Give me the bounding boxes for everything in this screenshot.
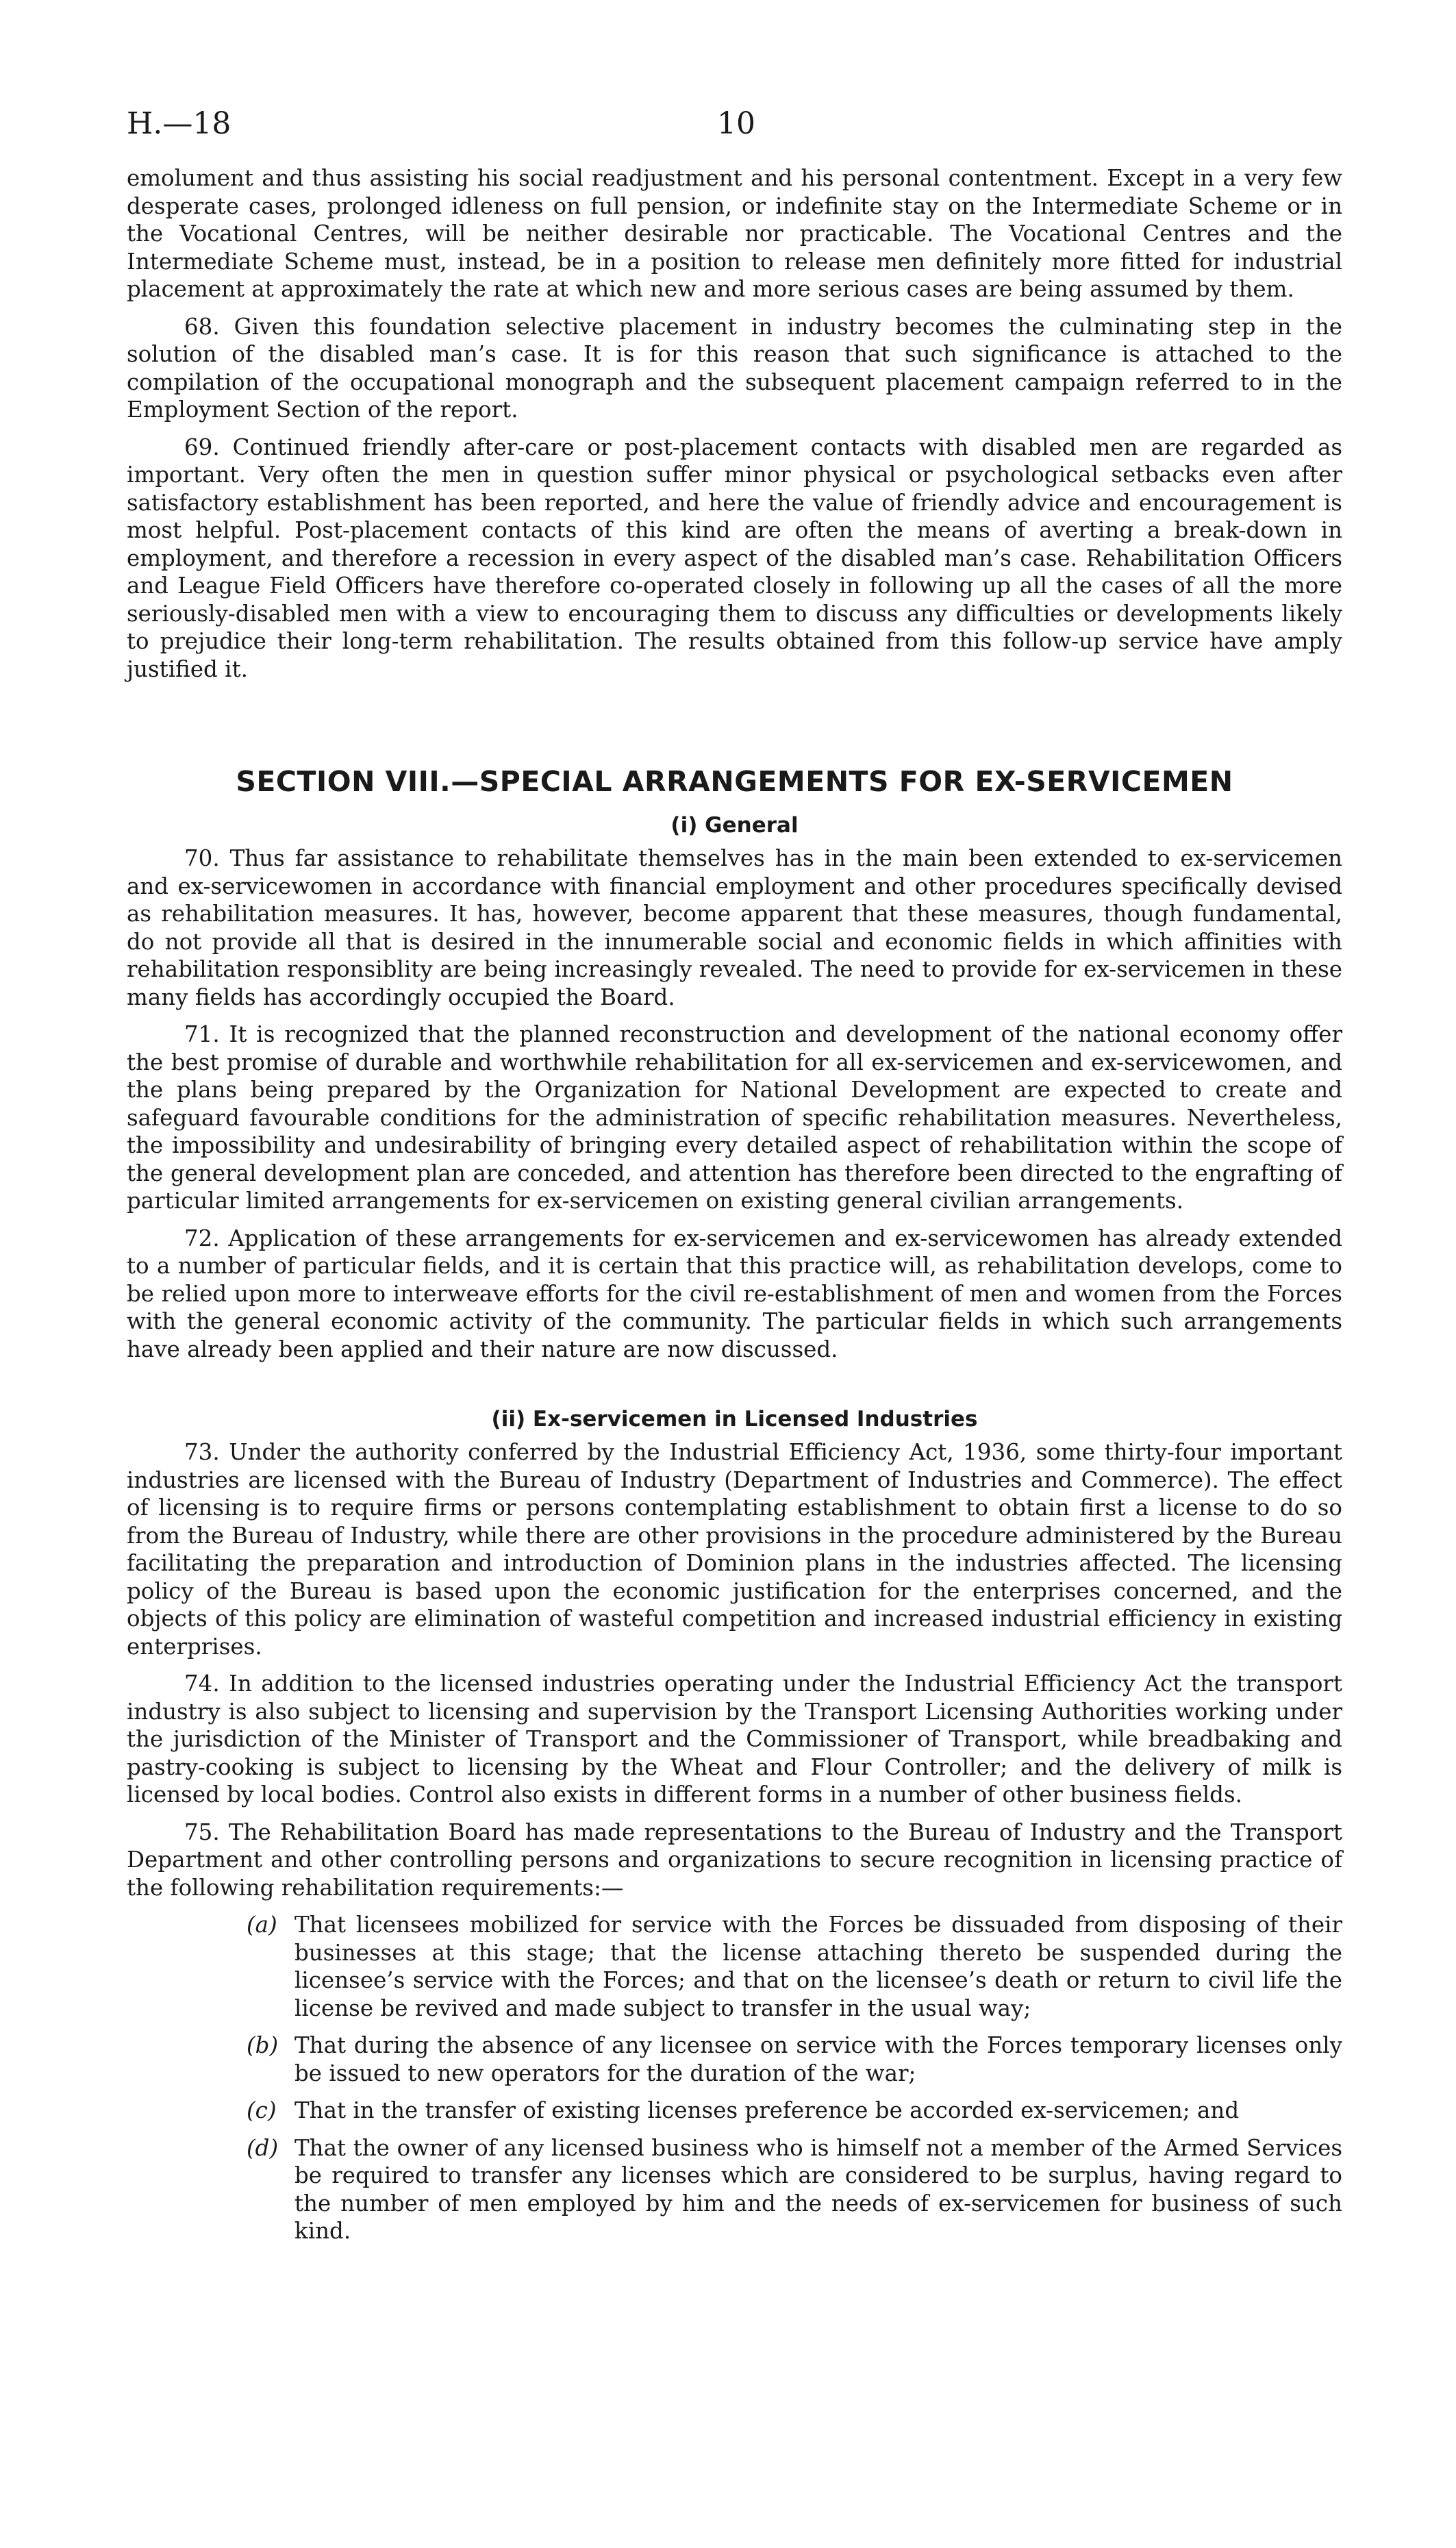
- page-number: 10: [717, 106, 755, 141]
- list-item-label: (c): [247, 2097, 277, 2123]
- list-item-text: That during the absence of any licensee on service with the Forces temporary licenses only be issued to new operators for the duration of the war;: [294, 2032, 1342, 2086]
- document-page: [127, 0, 1342, 2548]
- paragraph-68: 68. Given this foundation selective placement in industry becomes the culminating step in the solution of the disabled man’s case. It is for this reason that such significance is attached to the compilation of the occupational monograph and the subsequent placement campaign referred to in the Employment Section of the report.: [127, 313, 1342, 423]
- list-item-text: That the owner of any licensed business who is himself not a member of the Armed Services be required to transfer any licenses which are considered to be surplus, having regard to the number of men employed by him and the needs of ex-servicemen for business of such kind.: [294, 2134, 1342, 2244]
- list-item-label: (b): [247, 2032, 279, 2058]
- list-item-label: (a): [247, 1912, 277, 1938]
- paragraph-71: 71. It is recognized that the planned reconstruction and development of the national economy offer the best promise of durable and worthwhile rehabilitation for all ex-servicemen and ex-servicewomen, and the plans being prepared by the Organization for National Development are expected to create and safeguard favourable conditions for the administration of specific rehabilitation measures. Nevertheless, the impossibility and undesirability of bringing every detailed aspect of rehabilitation within the scope of the general development plan are conceded, and attention has therefore been directed to the engrafting of particular limited arrangements for ex-servicemen on existing general civilian arrangements.: [127, 1021, 1342, 1214]
- list-item: [247, 2097, 1342, 2125]
- list-item: [247, 2032, 1342, 2087]
- paragraph-73: 73. Under the authority conferred by the Industrial Efficiency Act, 1936, some thirty-four important industries are licensed with the Bureau of Industry (Department of Industries and Commerce). The effect of licensing is to require firms or persons contemplating establishment to obtain first a license to do so from the Bureau of Industry, while there are other provisions in the procedure administered by the Bureau facilitating the preparation and introduction of Dominion plans in the industries affected. The licensing policy of the Bureau is based upon the economic justification for the enterprises concerned, and the objects of this policy are elimination of wasteful competition and increased industrial efficiency in existing enterprises.: [127, 1439, 1342, 1660]
- list-item: [247, 1911, 1342, 2022]
- requirements-list: [247, 1911, 1342, 2245]
- subheading-licensed-industries: (ii) Ex-servicemen in Licensed Industries: [491, 1407, 978, 1432]
- page-header: [127, 106, 1342, 147]
- paragraph-75: 75. The Rehabilitation Board has made representations to the Bureau of Industry and the Transport Department and other controlling persons and organizations to secure recognition in licensing practice of the following rehabilitation requirements:—: [127, 1819, 1342, 1901]
- list-item-label: (d): [247, 2134, 279, 2161]
- document-body: [127, 164, 1342, 2255]
- list-item: [247, 2134, 1342, 2245]
- subheading-general: (i) General: [670, 813, 799, 838]
- paragraph-70: 70. Thus far assistance to rehabilitate themselves has in the main been extended to ex-servicemen and ex-servicewomen in accordance with financial employment and other procedures specifically devised as rehabilitation measures. It has, however, become apparent that these measures, though fundamental, do not provide all that is desired in the innumerable social and economic fields in which affinities with rehabilitation responsiblity are being increasingly revealed. The need to provide for ex-servicemen in these many fields has accordingly occupied the Board.: [127, 845, 1342, 1010]
- document-reference: H.—18: [127, 106, 231, 141]
- list-item-text: That in the transfer of existing licenses preference be accorded ex-servicemen; and: [294, 2097, 1240, 2123]
- paragraph-continuation: emolument and thus assisting his social readjustment and his personal contentment. Except in a very few desperate cases, prolonged idleness on full pension, or indefinite stay on the Intermediate Scheme or in the Vocational Centres, will be neither desirable nor practicable. The Vocational Centres and the Intermediate Scheme must, instead, be in a position to release men definitely more fitted for industrial placement at approximately the rate at which new and more serious cases are being assumed by them.: [127, 165, 1342, 302]
- list-item-text: That licensees mobilized for service with the Forces be dissuaded from disposing of their businesses at this stage; that the license attaching thereto be suspended during the licensee’s service with the Forces; and that on the licensee’s death or return to civil life the license be revived and made subject to transfer in the usual way;: [294, 1912, 1342, 2021]
- section-title: SECTION VIII.—SPECIAL ARRANGEMENTS FOR EX-SERVICEMEN: [236, 765, 1233, 798]
- paragraph-69: 69. Continued friendly after-care or post-placement contacts with disabled men are regarded as important. Very often the men in question suffer minor physical or psychological setbacks even after satisfactory establishment has been reported, and here the value of friendly advice and encouragement is most helpful. Post-placement contacts of this kind are often the means of averting a break-down in employment, and therefore a recession in every aspect of the disabled man’s case. Rehabilitation Officers and League Field Officers have therefore co-operated closely in following up all the cases of all the more seriously-disabled men with a view to encouraging them to discuss any difficulties or developments likely to prejudice their long-term rehabilitation. The results obtained from this follow-up service have amply justified it.: [127, 434, 1342, 682]
- paragraph-74: 74. In addition to the licensed industries operating under the Industrial Efficiency Act the transport industry is also subject to licensing and supervision by the Transport Licensing Authorities working under the jurisdiction of the Minister of Transport and the Commissioner of Transport, while breadbaking and pastry-cooking is subject to licensing by the Wheat and Flour Controller; and the delivery of milk is licensed by local bodies. Control also exists in different forms in a number of other business fields.: [127, 1671, 1342, 1808]
- paragraph-72: 72. Application of these arrangements for ex-servicemen and ex-servicewomen has already extended to a number of particular fields, and it is certain that this practice will, as rehabilitation develops, come to be relied upon more to interweave efforts for the civil re-establishment of men and women from the Forces with the general economic activity of the community. The particular fields in which such arrangements have already been applied and their nature are now discussed.: [127, 1225, 1342, 1362]
